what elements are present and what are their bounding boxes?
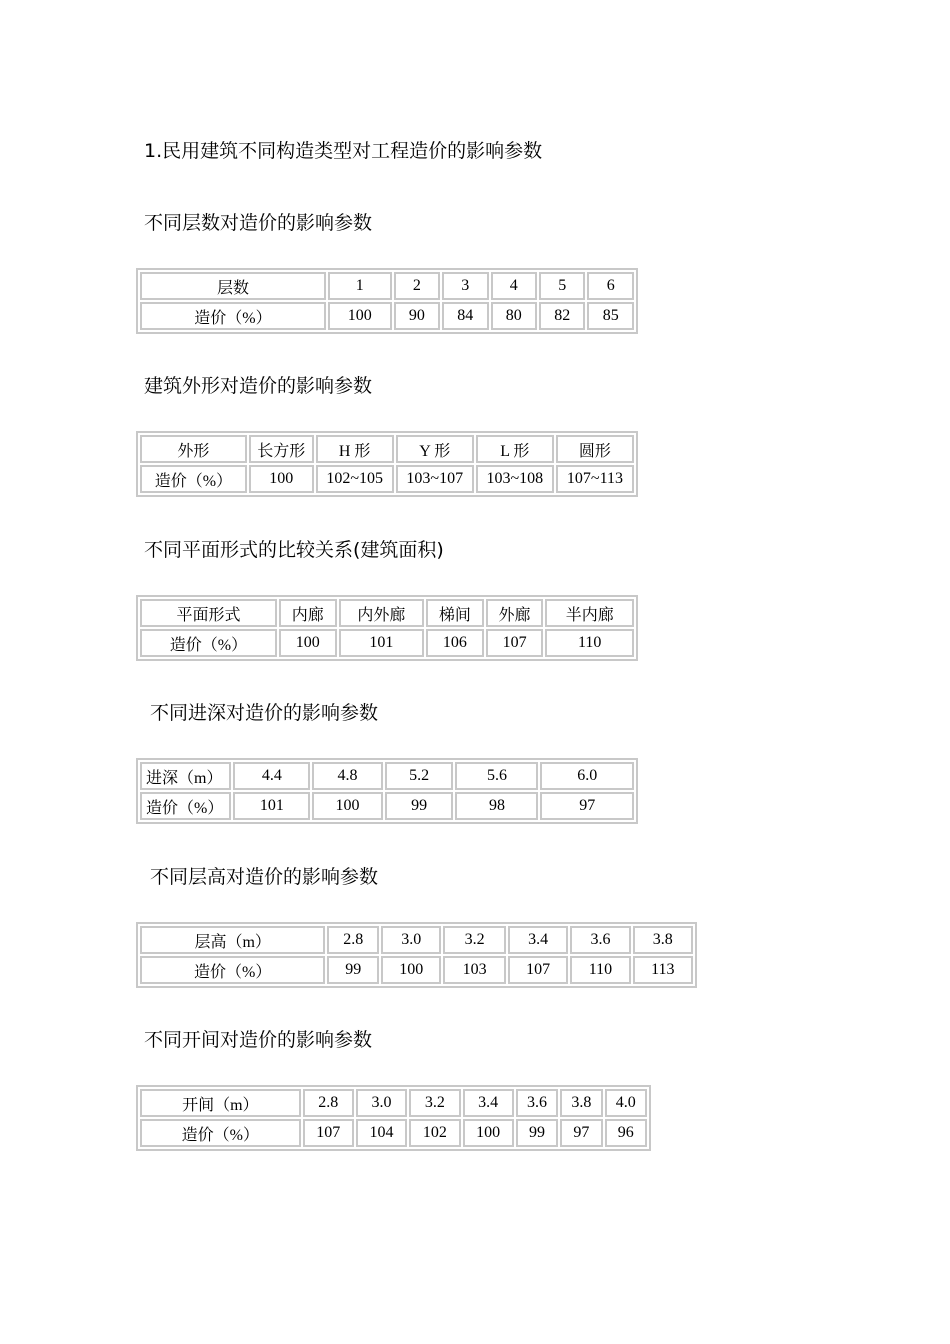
table-row bbox=[140, 465, 634, 493]
section-title-bay: 不同开间对造价的影响参数 bbox=[144, 1029, 373, 1051]
header-cell: 3.4 bbox=[463, 1089, 514, 1117]
table-bay bbox=[136, 1085, 651, 1151]
value-cell: 100 bbox=[463, 1119, 514, 1147]
value-cell: 101 bbox=[233, 792, 310, 820]
header-cell: 长方形 bbox=[249, 435, 314, 463]
value-cell: 106 bbox=[426, 629, 484, 657]
header-cell: 3.0 bbox=[356, 1089, 407, 1117]
header-cell: 3.0 bbox=[381, 926, 441, 954]
header-cell: 外廊 bbox=[486, 599, 544, 627]
value-cell: 84 bbox=[442, 302, 488, 330]
value-cell: 100 bbox=[249, 465, 314, 493]
value-cell: 100 bbox=[312, 792, 383, 820]
table-row bbox=[140, 629, 634, 657]
header-cell: H 形 bbox=[316, 435, 394, 463]
value-cell: 98 bbox=[455, 792, 538, 820]
value-cell: 99 bbox=[327, 956, 379, 984]
value-cell: 造价（%） bbox=[140, 465, 247, 493]
table-row bbox=[140, 926, 693, 954]
value-cell: 100 bbox=[381, 956, 441, 984]
header-cell: 层数 bbox=[140, 272, 326, 300]
value-cell: 99 bbox=[516, 1119, 558, 1147]
table-row bbox=[140, 272, 634, 300]
table-row bbox=[140, 1119, 647, 1147]
header-cell: 3.2 bbox=[443, 926, 506, 954]
header-cell: 6.0 bbox=[540, 762, 634, 790]
header-cell: 5.2 bbox=[385, 762, 454, 790]
table-row bbox=[140, 762, 634, 790]
header-cell: 5.6 bbox=[455, 762, 538, 790]
header-cell: 3 bbox=[442, 272, 488, 300]
header-cell: 4 bbox=[491, 272, 537, 300]
header-cell: 外形 bbox=[140, 435, 247, 463]
header-cell: 梯间 bbox=[426, 599, 484, 627]
table-plan bbox=[136, 595, 638, 661]
table-row bbox=[140, 599, 634, 627]
table-depth bbox=[136, 758, 638, 824]
header-cell: 内外廊 bbox=[339, 599, 424, 627]
header-cell: 5 bbox=[539, 272, 585, 300]
table-row bbox=[140, 1089, 647, 1117]
table-row bbox=[140, 956, 693, 984]
header-cell: L 形 bbox=[476, 435, 554, 463]
value-cell: 造价（%） bbox=[140, 302, 326, 330]
value-cell: 100 bbox=[279, 629, 337, 657]
value-cell: 造价（%） bbox=[140, 629, 277, 657]
value-cell: 96 bbox=[605, 1119, 647, 1147]
header-cell: 内廊 bbox=[279, 599, 337, 627]
value-cell: 100 bbox=[328, 302, 392, 330]
header-cell: 4.4 bbox=[233, 762, 310, 790]
value-cell: 110 bbox=[570, 956, 630, 984]
header-cell: 3.6 bbox=[570, 926, 630, 954]
value-cell: 造价（%） bbox=[140, 792, 231, 820]
section-title-height: 不同层高对造价的影响参数 bbox=[150, 866, 379, 888]
header-cell: 3.2 bbox=[409, 1089, 460, 1117]
header-cell: 3.6 bbox=[516, 1089, 558, 1117]
value-cell: 97 bbox=[540, 792, 634, 820]
header-cell: 开间（m） bbox=[140, 1089, 301, 1117]
header-cell: 3.8 bbox=[560, 1089, 602, 1117]
header-cell: 4.0 bbox=[605, 1089, 647, 1117]
value-cell: 97 bbox=[560, 1119, 602, 1147]
table-floors bbox=[136, 268, 638, 334]
value-cell: 102 bbox=[409, 1119, 460, 1147]
value-cell: 90 bbox=[394, 302, 440, 330]
section-title-shape: 建筑外形对造价的影响参数 bbox=[144, 375, 373, 397]
value-cell: 103~107 bbox=[396, 465, 474, 493]
table-height bbox=[136, 922, 697, 988]
value-cell: 103 bbox=[443, 956, 506, 984]
header-cell: 2.8 bbox=[303, 1089, 354, 1117]
table-row bbox=[140, 435, 634, 463]
header-cell: 3.8 bbox=[633, 926, 693, 954]
value-cell: 107 bbox=[303, 1119, 354, 1147]
header-cell: 半内廊 bbox=[545, 599, 634, 627]
header-cell: 2 bbox=[394, 272, 440, 300]
section-title-depth: 不同进深对造价的影响参数 bbox=[150, 702, 379, 724]
header-cell: 2.8 bbox=[327, 926, 379, 954]
value-cell: 110 bbox=[545, 629, 634, 657]
value-cell: 99 bbox=[385, 792, 454, 820]
value-cell: 113 bbox=[633, 956, 693, 984]
header-cell: 圆形 bbox=[556, 435, 634, 463]
value-cell: 102~105 bbox=[316, 465, 394, 493]
header-cell: Y 形 bbox=[396, 435, 474, 463]
value-cell: 104 bbox=[356, 1119, 407, 1147]
main-title: 1.民用建筑不同构造类型对工程造价的影响参数 bbox=[144, 140, 543, 162]
section-title-floors: 不同层数对造价的影响参数 bbox=[144, 212, 373, 234]
value-cell: 82 bbox=[539, 302, 585, 330]
header-cell: 3.4 bbox=[508, 926, 568, 954]
table-row bbox=[140, 792, 634, 820]
section-title-plan: 不同平面形式的比较关系(建筑面积) bbox=[144, 539, 444, 561]
header-cell: 6 bbox=[587, 272, 634, 300]
header-cell: 层高（m） bbox=[140, 926, 325, 954]
value-cell: 85 bbox=[587, 302, 634, 330]
table-shape bbox=[136, 431, 638, 497]
value-cell: 造价（%） bbox=[140, 1119, 301, 1147]
table-row bbox=[140, 302, 634, 330]
value-cell: 107 bbox=[486, 629, 544, 657]
header-cell: 平面形式 bbox=[140, 599, 277, 627]
value-cell: 107~113 bbox=[556, 465, 634, 493]
value-cell: 107 bbox=[508, 956, 568, 984]
header-cell: 进深（m） bbox=[140, 762, 231, 790]
value-cell: 80 bbox=[491, 302, 537, 330]
value-cell: 101 bbox=[339, 629, 424, 657]
value-cell: 103~108 bbox=[476, 465, 554, 493]
value-cell: 造价（%） bbox=[140, 956, 325, 984]
header-cell: 4.8 bbox=[312, 762, 383, 790]
header-cell: 1 bbox=[328, 272, 392, 300]
